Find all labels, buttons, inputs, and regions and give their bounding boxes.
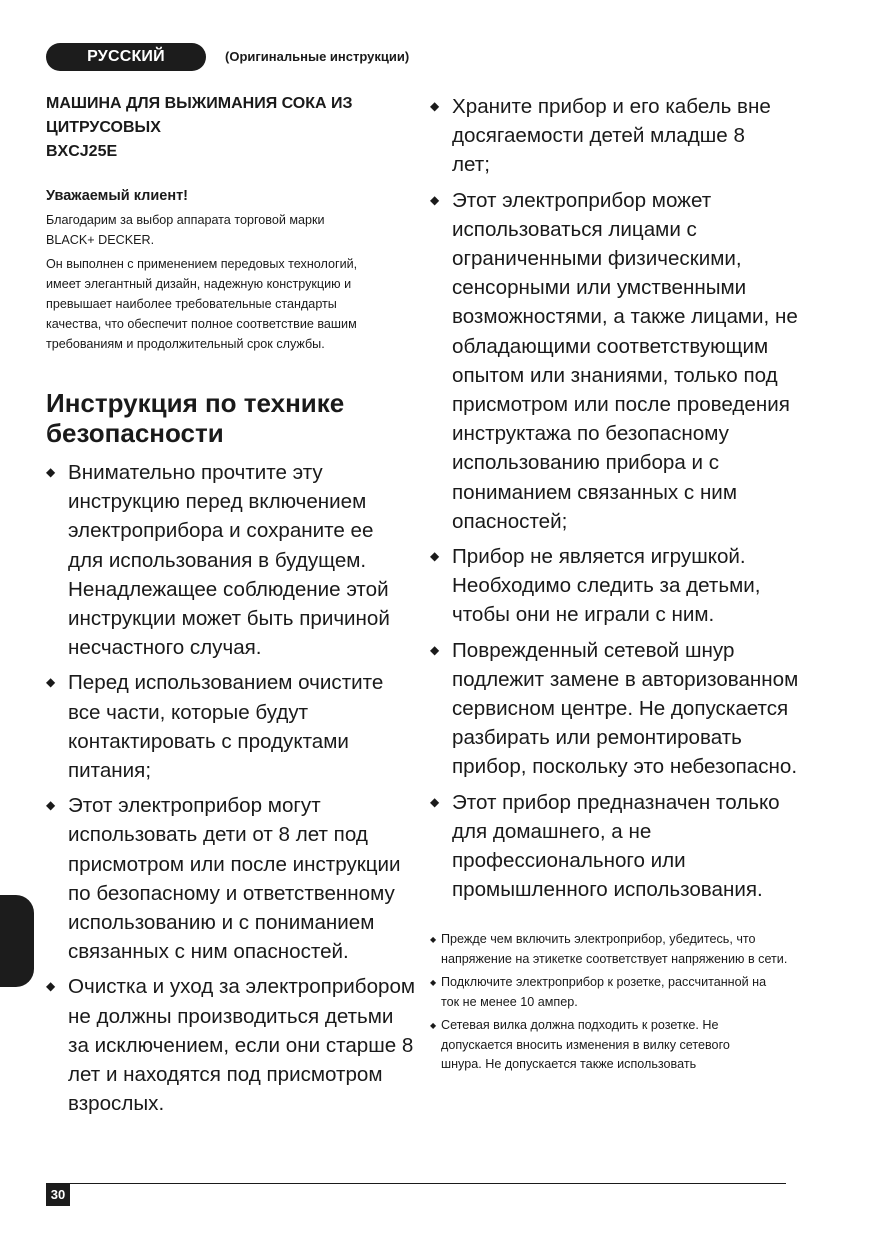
list-item <box>430 1016 771 1075</box>
original-instructions-note: (Оригинальные инструкции) <box>225 49 410 64</box>
safety-list-right <box>430 92 800 904</box>
list-item <box>430 542 787 630</box>
product-title <box>46 92 411 164</box>
footer-divider <box>46 1183 786 1184</box>
list-item <box>430 930 800 969</box>
product-model: BXCJ25E <box>46 143 118 160</box>
diamond-bullet-icon: ◆ <box>430 794 440 809</box>
list-item <box>46 458 411 662</box>
list-item-text: Сетевая вилка должна подходить к розетке. Не допускается вносить изменения в вилку сетевого шнура. Не допускается также использовать <box>441 1018 730 1072</box>
intro-paragraph-2: Он выполнен с применением передовых технологий, имеет элегантный дизайн, надежную конструкцию и превышает наиболее требовательные стандарты качества, что обеспечит полное соответствие вашим требованиям и продолжительный срок службы. <box>46 257 358 351</box>
list-item <box>430 92 777 180</box>
list-item-text: Очистка и уход за электроприбором не должны производиться детьми за исключением, если они старше 8 лет и находятся под присмотром взрослых. <box>68 975 416 1116</box>
safety-heading: Инструкция по технике безопасности <box>46 388 345 448</box>
list-item-text: Прибор не является игрушкой. Необходимо следить за детьми, чтобы они не играли с ним. <box>452 545 761 627</box>
diamond-bullet-icon: ◆ <box>430 1021 437 1031</box>
list-item-text: Подключите электроприбор к розетке, рассчитанной на ток не менее 10 ампер. <box>441 975 767 1009</box>
list-item <box>46 972 418 1118</box>
list-item <box>430 788 797 905</box>
diamond-bullet-icon: ◆ <box>430 99 440 113</box>
intro-paragraph-1: Благодарим за выбор аппарата торговой марки BLACK+ DECKER. <box>46 213 325 247</box>
list-item <box>430 636 800 782</box>
diamond-bullet-icon: ◆ <box>430 549 440 564</box>
product-title-line2: ЦИТРУСОВЫХ <box>46 119 161 136</box>
list-item-text: Этот электроприбор могут использовать дети от 8 лет под присмотром или после инструкции по безопасному и ответственному использованию и с пониманием связанных с ним опасностей. <box>68 794 401 964</box>
list-item <box>46 668 388 785</box>
list-item-text: Прежде чем включить электроприбор, убедитесь, что напряжение на этикетке соответствует напряжению в сети. <box>441 932 788 966</box>
section-tab-marker <box>0 895 34 987</box>
list-item <box>46 791 411 966</box>
list-item-text: Этот электроприбор может использоваться лицами с ограниченными физическими, сенсорными или умственными возможностями, а также лицами, не обладающими соответствующим опытом или знаниями, только под присмотром или после проведения инструктажа по безопасному использованию прибора и с пониманием связанных с ним опасностей; <box>452 188 798 533</box>
greeting: Уважаемый клиент! <box>46 188 189 204</box>
list-item-text: Перед использованием очистите все части, которые будут контактировать с продуктами питания; <box>68 671 384 783</box>
left-column <box>46 92 416 1124</box>
diamond-bullet-icon: ◆ <box>430 935 437 945</box>
diamond-bullet-icon: ◆ <box>430 642 440 657</box>
right-column <box>430 92 800 1079</box>
product-title-line1: МАШИНА ДЛЯ ВЫЖИМАНИЯ СОКА ИЗ <box>46 95 353 112</box>
diamond-bullet-icon: ◆ <box>430 978 437 988</box>
list-item-text: Поврежденный сетевой шнур подлежит замене в авторизованном сервисном центре. Не допускается разбирать или ремонтировать прибор, поскольку это небезопасно. <box>452 638 799 779</box>
diamond-bullet-icon: ◆ <box>46 979 56 994</box>
list-item-text: Храните прибор и его кабель вне досягаемости детей младше 8 лет; <box>452 95 771 177</box>
diamond-bullet-icon: ◆ <box>46 675 56 690</box>
diamond-bullet-icon: ◆ <box>46 465 56 479</box>
safety-list-left <box>46 458 416 1118</box>
diamond-bullet-icon: ◆ <box>430 192 440 207</box>
intro-text <box>46 210 411 354</box>
language-badge: РУССКИЙ <box>46 43 206 71</box>
list-item <box>430 186 800 536</box>
electrical-safety-list <box>430 930 800 1075</box>
diamond-bullet-icon: ◆ <box>46 798 56 813</box>
list-item-text: Этот прибор предназначен только для домашнего, а не профессионального или промышленного использования. <box>452 790 780 902</box>
list-item-text: Внимательно прочтите эту инструкцию перед включением электроприбора и сохраните ее для использования в будущем. Ненадлежащее соблюдение этой инструкции может быть причиной несчастного случая. <box>68 461 390 660</box>
page-number: 30 <box>46 1184 70 1206</box>
list-item <box>430 973 786 1012</box>
